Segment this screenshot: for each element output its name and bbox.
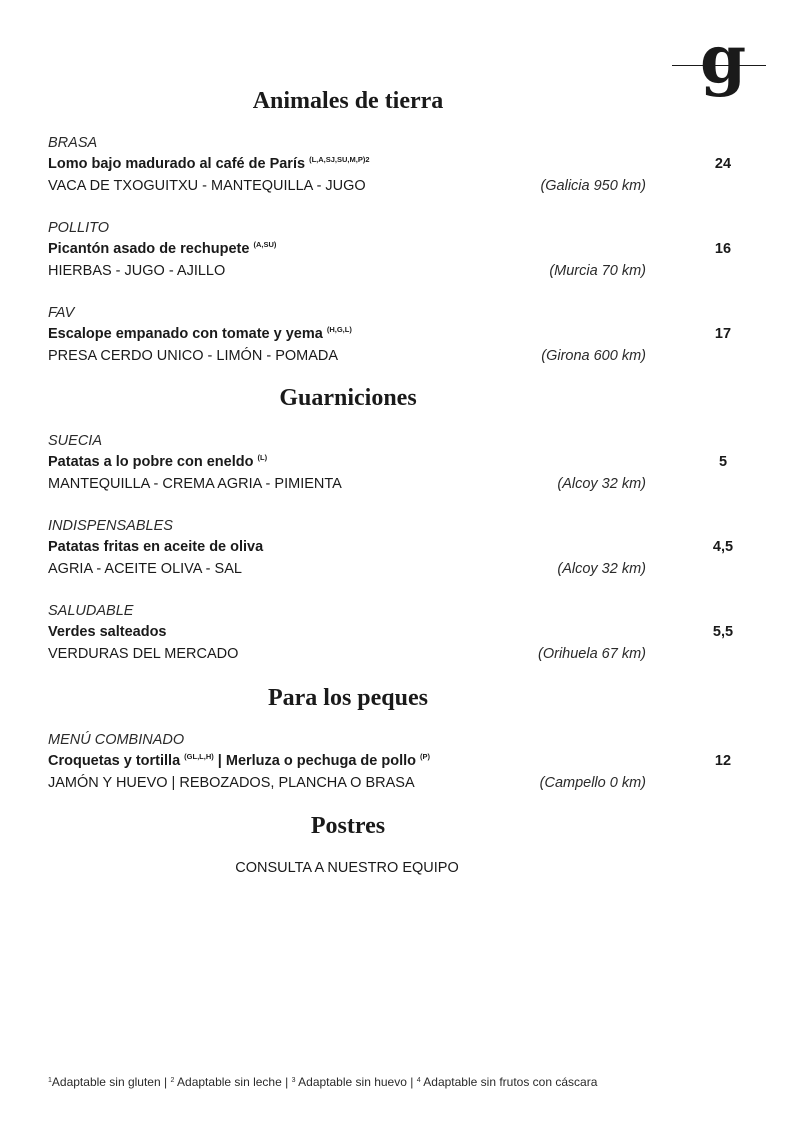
menu-item	[48, 132, 748, 197]
footnote-text-2: Adaptable sin leche |	[174, 1075, 292, 1089]
item-allergens: (GL,L,H)	[184, 752, 214, 761]
menu-item	[48, 515, 748, 580]
postres-note: CONSULTA A NUESTRO EQUIPO	[235, 860, 459, 876]
footnote-mark-3: 3	[291, 1077, 296, 1084]
footnote-text-4: Adaptable sin frutos con cáscara	[420, 1075, 598, 1089]
item-origin: (Campello 0 km)	[539, 775, 646, 791]
item-price: 4,5	[712, 539, 734, 555]
item-name: Patatas a lo pobre con eneldo	[48, 454, 254, 470]
item-name: Escalope empanado con tomate y yema	[48, 326, 323, 342]
item-origin: (Murcia 70 km)	[549, 263, 646, 279]
footnote-mark-4: 4	[416, 1077, 421, 1084]
section-title-guarniciones: Guarniciones	[279, 385, 417, 411]
item-category: FAV	[48, 305, 75, 321]
item-allergens: (L,A,SJ,SU,M,P)2	[309, 155, 370, 164]
item-description: VERDURAS DEL MERCADO	[48, 646, 239, 662]
menu-item	[48, 302, 748, 367]
item-price: 24	[714, 156, 732, 172]
logo-glyph: g	[700, 20, 747, 98]
section-title-animales: Animales de tierra	[252, 88, 444, 114]
item-allergens-extra: (P)	[420, 752, 431, 761]
item-origin: (Alcoy 32 km)	[557, 476, 646, 492]
item-price: 17	[714, 326, 732, 342]
item-price: 5	[718, 454, 728, 470]
item-category: INDISPENSABLES	[48, 518, 173, 534]
item-name: Verdes salteados	[48, 624, 167, 640]
item-allergens: (A,SU)	[253, 240, 277, 249]
item-category: POLLITO	[48, 220, 109, 236]
item-name: Patatas fritas en aceite de oliva	[48, 539, 264, 555]
item-description: AGRIA - ACEITE OLIVA - SAL	[48, 561, 242, 577]
item-category: MENÚ COMBINADO	[48, 732, 185, 748]
allergen-footnote	[48, 1073, 597, 1094]
item-category: SALUDABLE	[48, 603, 134, 619]
section-title-peques: Para los peques	[267, 685, 428, 711]
item-description: JAMÓN Y HUEVO | REBOZADOS, PLANCHA O BRASA	[48, 775, 415, 791]
footnote-mark-2: 2	[170, 1077, 175, 1084]
footnote-mark-1: 1	[48, 1077, 52, 1084]
item-origin: (Girona 600 km)	[541, 348, 646, 364]
item-allergens: (L)	[257, 453, 268, 462]
menu-item	[48, 600, 748, 665]
item-description: MANTEQUILLA - CREMA AGRIA - PIMIENTA	[48, 476, 342, 492]
item-description: VACA DE TXOGUITXU - MANTEQUILLA - JUGO	[48, 178, 366, 194]
menu-item	[48, 729, 748, 794]
footnote-text-3: Adaptable sin huevo |	[295, 1075, 417, 1089]
item-name-extra: | Merluza o pechuga de pollo	[217, 753, 416, 769]
item-price: 16	[714, 241, 732, 257]
item-price: 5,5	[712, 624, 734, 640]
item-name: Lomo bajo madurado al café de París	[48, 156, 306, 172]
menu-item	[48, 430, 748, 495]
item-category: SUECIA	[48, 433, 102, 449]
item-origin: (Galicia 950 km)	[540, 178, 646, 194]
item-origin: (Orihuela 67 km)	[538, 646, 646, 662]
item-name: Picantón asado de rechupete	[48, 241, 250, 257]
section-title-postres: Postres	[310, 813, 386, 839]
item-name: Croquetas y tortilla	[48, 753, 181, 769]
item-origin: (Alcoy 32 km)	[557, 561, 646, 577]
item-allergens: (H,G,L)	[326, 325, 352, 334]
item-description: PRESA CERDO UNICO - LIMÓN - POMADA	[48, 348, 339, 364]
item-category: BRASA	[48, 135, 98, 151]
footnote-text-1: Adaptable sin gluten |	[51, 1075, 171, 1089]
menu-item	[48, 217, 748, 282]
item-description: HIERBAS - JUGO - AJILLO	[48, 263, 226, 279]
item-price: 12	[714, 753, 732, 769]
